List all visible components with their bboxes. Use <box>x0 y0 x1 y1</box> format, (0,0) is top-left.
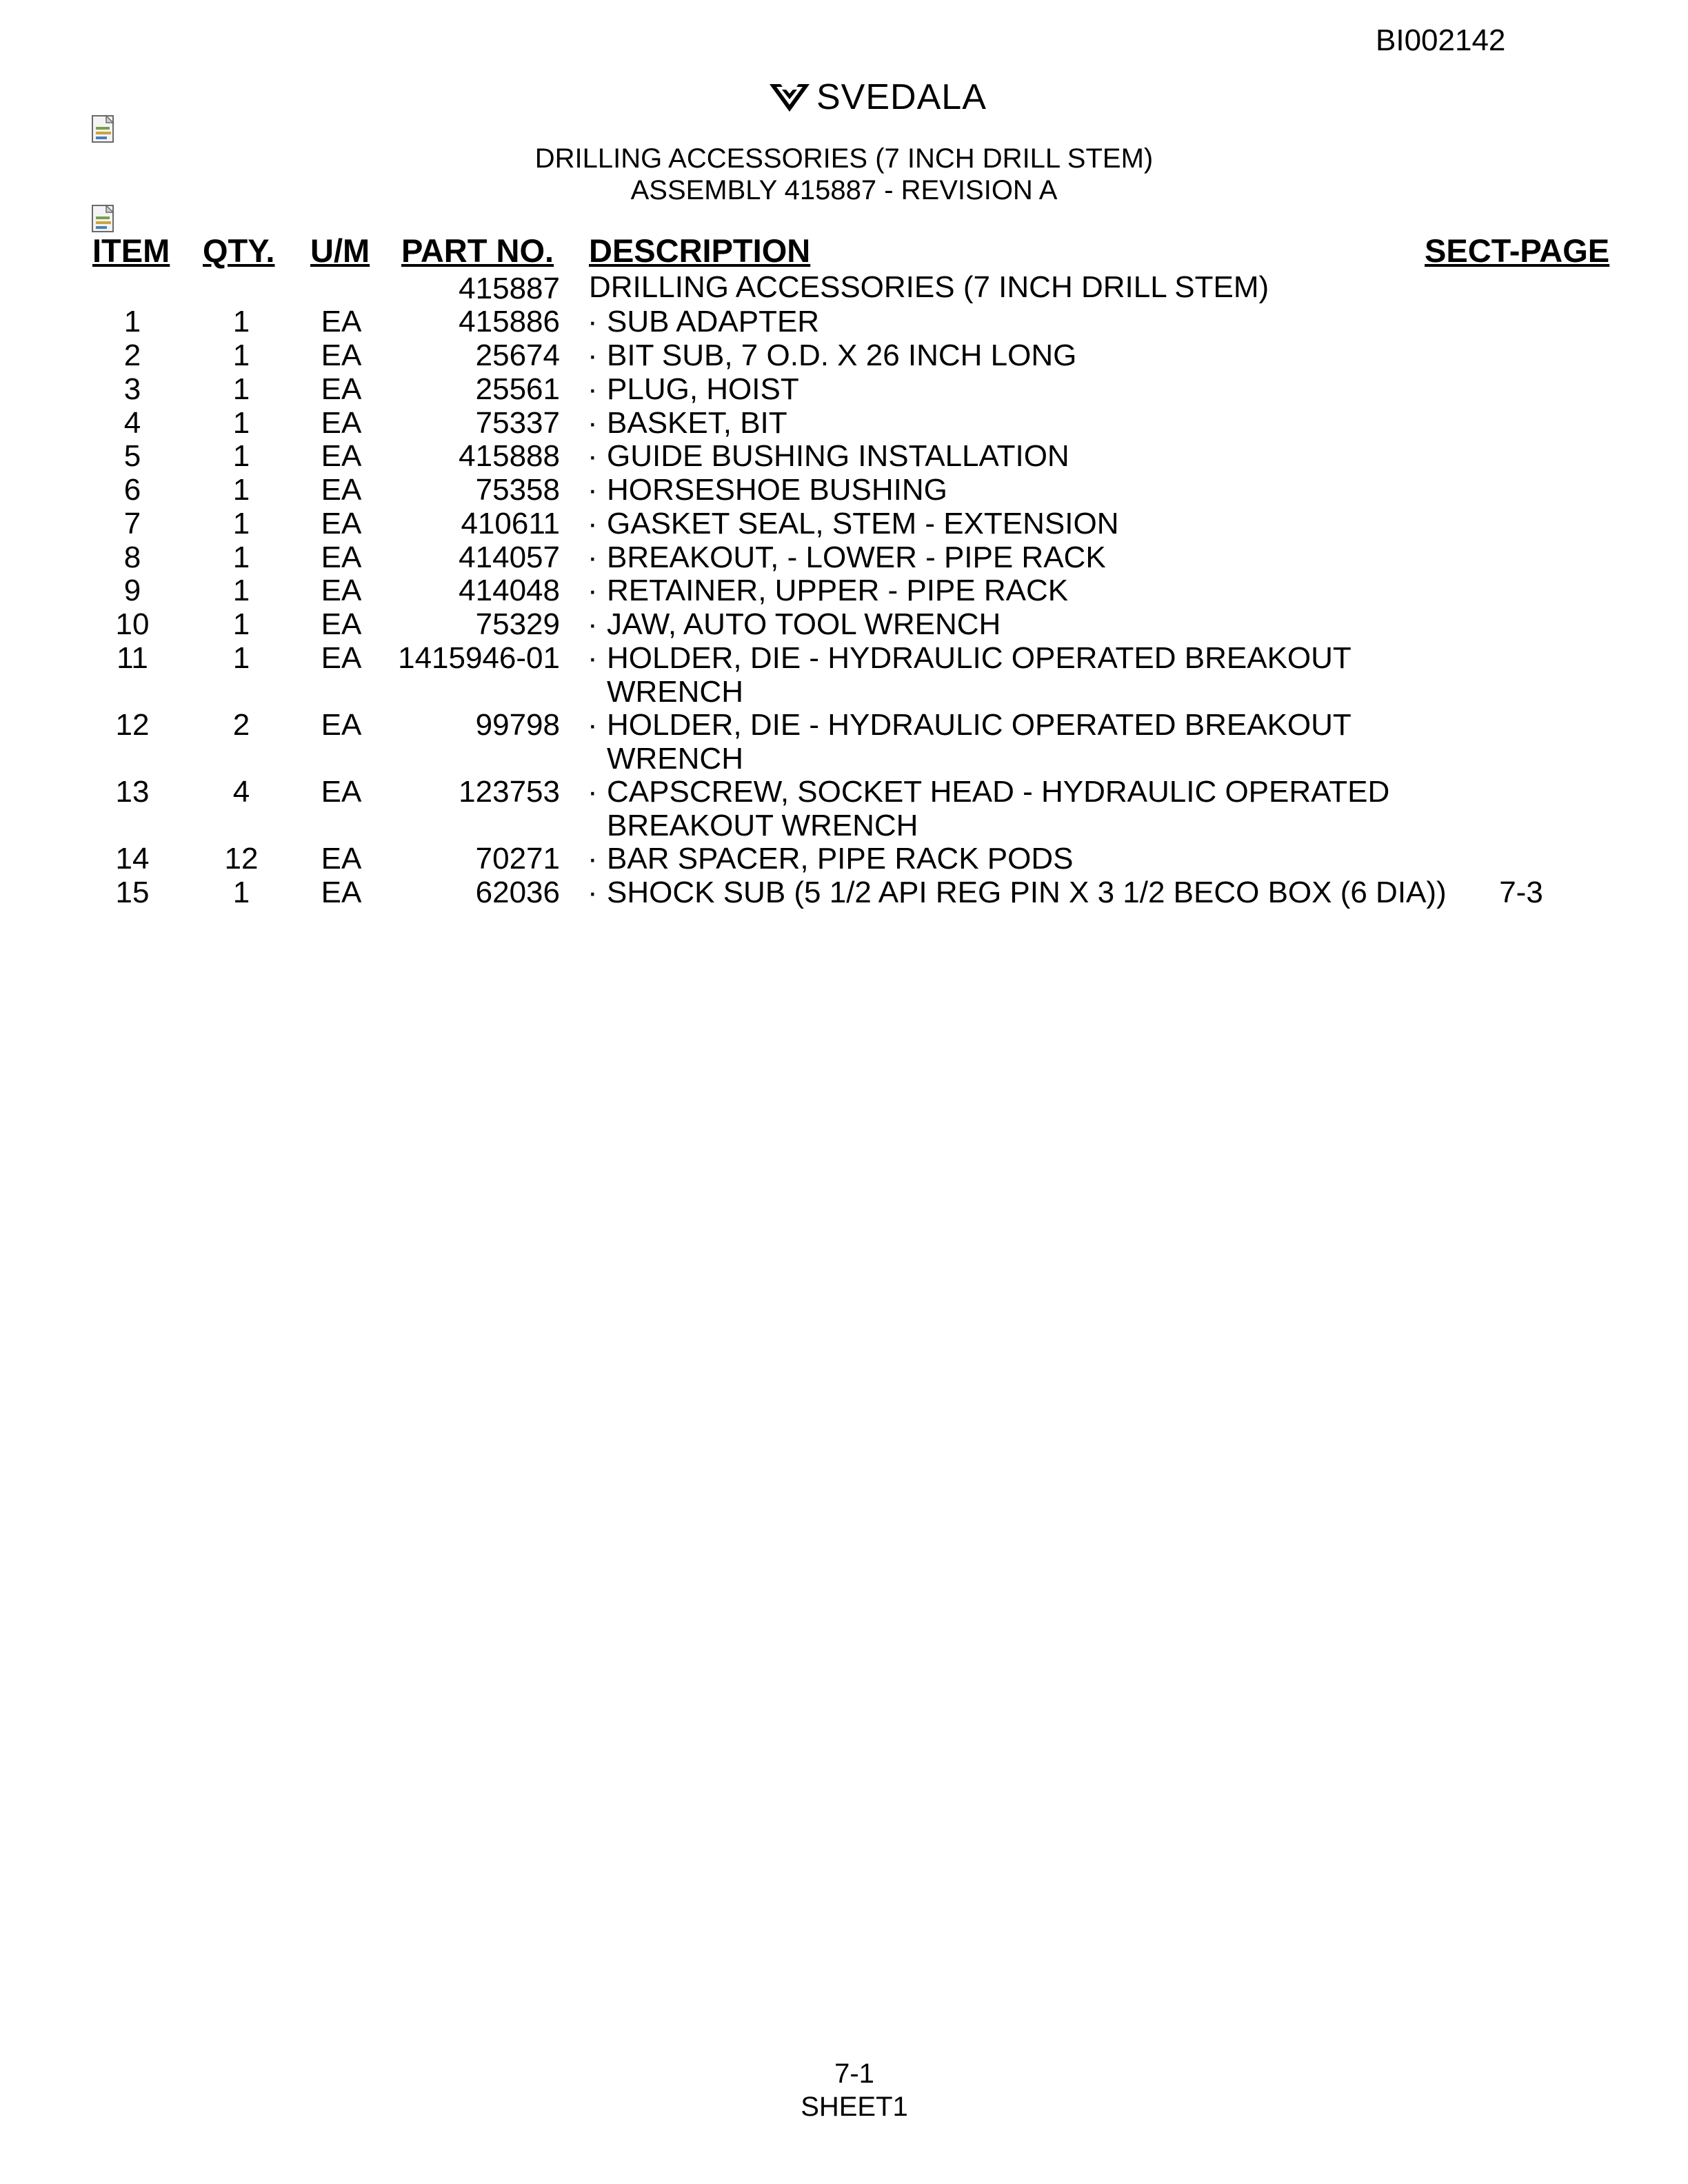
item-number: 9 <box>123 574 141 607</box>
quantity: 1 <box>232 305 250 338</box>
quantity: 4 <box>232 775 250 809</box>
unit-of-measure: EA <box>321 708 362 742</box>
description: CAPSCREW, SOCKET HEAD - HYDRAULIC OPERATED BREAKOUT WRENCH <box>607 775 1390 842</box>
indent-bullet: · <box>587 641 598 675</box>
item-number: 8 <box>123 540 141 574</box>
assembly-title: ASSEMBLY 415887 - REVISION A <box>630 175 1058 205</box>
indent-bullet: · <box>587 406 598 440</box>
description: BAR SPACER, PIPE RACK PODS <box>607 842 1074 876</box>
description: RETAINER, UPPER - PIPE RACK <box>607 574 1069 607</box>
quantity: 1 <box>232 641 250 675</box>
quantity: 1 <box>232 473 250 507</box>
indent-bullet: · <box>587 473 598 507</box>
unit-of-measure: EA <box>321 876 362 909</box>
part-number: 99798 <box>475 708 560 742</box>
description: BIT SUB, 7 O.D. X 26 INCH LONG <box>607 338 1077 372</box>
header-um: U/M <box>310 232 370 269</box>
description: GUIDE BUSHING INSTALLATION <box>607 439 1069 473</box>
page-number: 7-1 <box>834 2059 874 2089</box>
assembly-part-no: 415887 <box>459 272 560 305</box>
header-description: DESCRIPTION <box>589 232 811 269</box>
unit-of-measure: EA <box>321 574 362 607</box>
unit-of-measure: EA <box>321 473 362 507</box>
quantity: 1 <box>232 574 250 607</box>
item-number: 12 <box>115 708 150 742</box>
part-number: 75329 <box>475 607 560 641</box>
item-number: 6 <box>123 473 141 507</box>
document-id: BI002142 <box>1376 23 1506 57</box>
quantity: 1 <box>232 540 250 574</box>
embedded-document-icon[interactable] <box>90 114 119 143</box>
indent-bullet: · <box>587 708 598 742</box>
quantity: 1 <box>232 507 250 540</box>
description: HOLDER, DIE - HYDRAULIC OPERATED BREAKOUT WRENCH <box>607 641 1352 709</box>
header-qty: QTY. <box>203 232 275 269</box>
part-number: 70271 <box>475 842 560 876</box>
description: HOLDER, DIE - HYDRAULIC OPERATED BREAKOUT WRENCH <box>607 708 1352 776</box>
indent-bullet: · <box>587 305 598 338</box>
unit-of-measure: EA <box>321 372 362 406</box>
item-number: 3 <box>123 372 141 406</box>
description: PLUG, HOIST <box>607 372 799 406</box>
indent-bullet: · <box>587 842 598 876</box>
quantity: 1 <box>232 372 250 406</box>
part-number: 123753 <box>459 775 560 809</box>
indent-bullet: · <box>587 775 598 809</box>
item-number: 1 <box>123 305 141 338</box>
description: JAW, AUTO TOOL WRENCH <box>607 607 1001 641</box>
indent-bullet: · <box>587 876 598 909</box>
header-part-no: PART NO. <box>401 232 554 269</box>
description: GASKET SEAL, STEM - EXTENSION <box>607 507 1119 540</box>
quantity: 1 <box>232 439 250 473</box>
header-sect-page: SECT-PAGE <box>1425 232 1610 269</box>
sheet-label: SHEET1 <box>801 2092 908 2122</box>
quantity: 1 <box>232 876 250 909</box>
quantity: 1 <box>232 338 250 372</box>
item-number: 2 <box>123 338 141 372</box>
sect-page: 7-3 <box>1499 876 1543 909</box>
quantity: 2 <box>232 708 250 742</box>
indent-bullet: · <box>587 338 598 372</box>
part-number: 75337 <box>475 406 560 440</box>
unit-of-measure: EA <box>321 540 362 574</box>
part-number: 410611 <box>461 507 560 540</box>
indent-bullet: · <box>587 574 598 607</box>
part-number: 414057 <box>459 540 560 574</box>
unit-of-measure: EA <box>321 507 362 540</box>
part-number: 75358 <box>475 473 560 507</box>
unit-of-measure: EA <box>321 439 362 473</box>
item-number: 5 <box>123 439 141 473</box>
item-number: 7 <box>123 507 141 540</box>
unit-of-measure: EA <box>321 775 362 809</box>
part-number: 415888 <box>459 439 560 473</box>
assembly-description: DRILLING ACCESSORIES (7 INCH DRILL STEM) <box>589 270 1269 304</box>
unit-of-measure: EA <box>321 406 362 440</box>
document-title: DRILLING ACCESSORIES (7 INCH DRILL STEM) <box>534 143 1154 174</box>
description: SHOCK SUB (5 1/2 API REG PIN X 3 1/2 BECO BOX (6 DIA)) <box>607 876 1447 909</box>
part-number: 414048 <box>459 574 560 607</box>
item-number: 4 <box>123 406 141 440</box>
unit-of-measure: EA <box>321 338 362 372</box>
quantity: 12 <box>224 842 259 876</box>
svedala-logo-icon <box>767 80 812 114</box>
part-number: 62036 <box>475 876 560 909</box>
svedala-logo <box>767 74 987 119</box>
item-number: 15 <box>115 876 150 909</box>
part-number: 415886 <box>459 305 560 338</box>
item-number: 13 <box>115 775 150 809</box>
indent-bullet: · <box>587 372 598 406</box>
item-number: 11 <box>117 641 148 675</box>
item-number: 10 <box>115 607 150 641</box>
quantity: 1 <box>232 406 250 440</box>
unit-of-measure: EA <box>321 607 362 641</box>
part-number: 25561 <box>475 372 560 406</box>
indent-bullet: · <box>587 439 598 473</box>
description: SUB ADAPTER <box>607 305 820 338</box>
part-number: 25674 <box>475 338 560 372</box>
unit-of-measure: EA <box>321 842 362 876</box>
description: BREAKOUT, - LOWER - PIPE RACK <box>607 540 1106 574</box>
unit-of-measure: EA <box>321 305 362 338</box>
description: BASKET, BIT <box>607 406 787 440</box>
item-number: 14 <box>115 842 150 876</box>
header-item: ITEM <box>92 232 170 269</box>
indent-bullet: · <box>587 607 598 641</box>
quantity: 1 <box>232 607 250 641</box>
brand-name: SVEDALA <box>816 77 987 117</box>
indent-bullet: · <box>587 507 598 540</box>
indent-bullet: · <box>587 540 598 574</box>
description: HORSESHOE BUSHING <box>607 473 947 507</box>
unit-of-measure: EA <box>321 641 362 675</box>
part-number: 1415946-01 <box>398 641 560 675</box>
embedded-document-icon[interactable] <box>90 204 119 233</box>
